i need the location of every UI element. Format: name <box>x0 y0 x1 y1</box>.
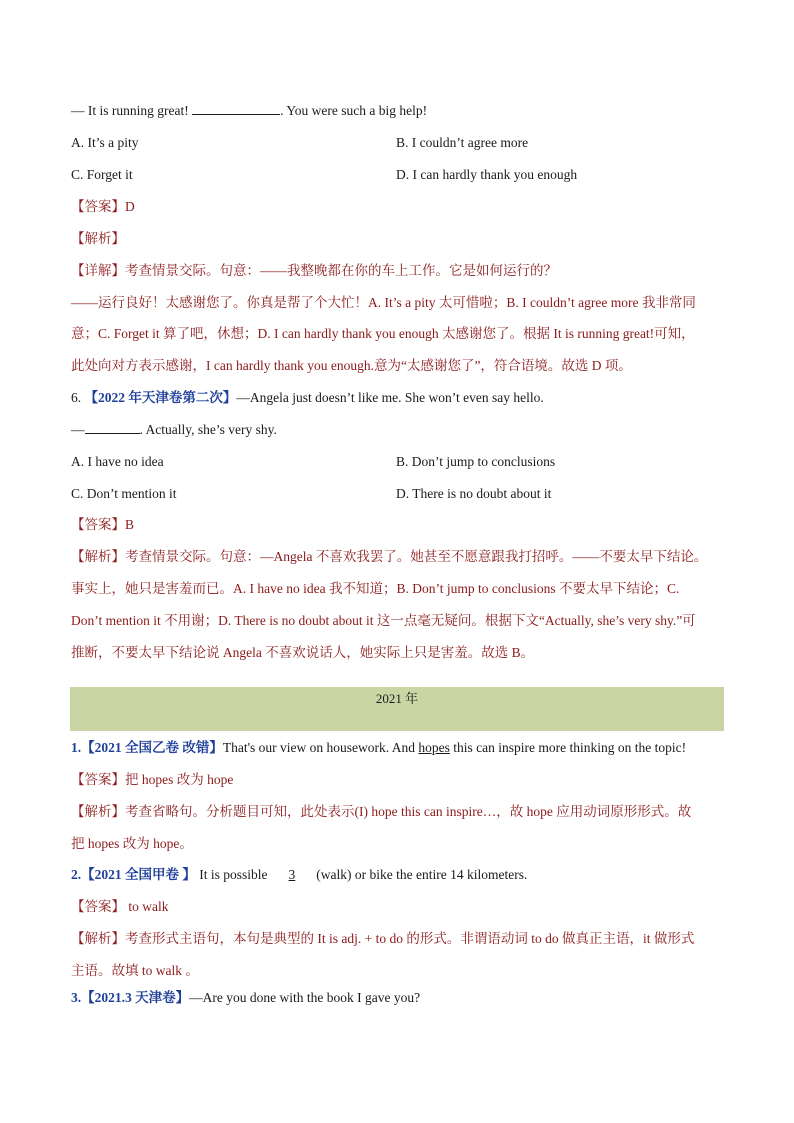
q5-detail-line-1: 【详解】考查情景交际。句意：——我整晚都在你的车上工作。它是如何运行的？ <box>71 263 557 278</box>
year-band-title: 2021 年 <box>375 691 419 706</box>
q2021-1-label: 1.【2021 全国乙卷 改错】 <box>71 740 223 755</box>
q2021-1-analysis-line-2: 把 hopes 改为 hope。 <box>71 836 193 851</box>
q5-detail-line-2: ——运行良好！太感谢您了。你真是帮了个大忙！A. It’s a pity 太可惜啦；B. I couldn’t agree more 我非常同 <box>71 295 696 310</box>
q2021-2-answer: 【答案】 to walk <box>71 899 169 914</box>
answer-blank <box>85 420 140 434</box>
q5-options-row-1 <box>71 133 734 153</box>
q2021-2-analysis-line-2: 主语。故填 to walk 。 <box>71 963 199 978</box>
q5-answer: 【答案】D <box>71 199 135 214</box>
option-c: C. Don’t mention it <box>71 486 177 501</box>
q2021-1-answer: 【答案】把 hopes 改为 hope <box>71 772 234 787</box>
underlined-word: hopes <box>418 740 450 755</box>
q6-analysis-line-1: 【解析】考查情景交际。句意：—Angela 不喜欢我罢了。她甚至不愿意跟我打招呼。——不要太早下结论。 <box>71 549 708 564</box>
q5-stem: — It is running great! . You were such a big help! <box>71 103 428 118</box>
q2021-2-stem: 2.【2021 全国甲卷 】 It is possible 3 (walk) or bike the entire 14 kilometers. <box>71 865 734 885</box>
option-a: A. It’s a pity <box>71 135 139 150</box>
q2021-2-analysis-line-1: 【解析】考查形式主语句，本句是典型的 It is adj. + to do 的形式。非谓语动词 to do 做真正主语，it 做形式 <box>71 931 695 946</box>
q5-detail-line-4: 此处向对方表示感谢，I can hardly thank you enough.意为“太感谢您了”，符合语境。故选 D 项。 <box>71 358 632 373</box>
q6-analysis-line-2: 事实上，她只是害羞而已。A. I have no idea 我不知道；B. Don’t jump to conclusions 不要太早下结论；C. <box>71 581 680 596</box>
q2021-1-analysis-line-1: 【解析】考查省略句。分析题目可知，此处表示(I) hope this can inspire…，故 hope 应用动词原形形式。故 <box>71 804 692 819</box>
q6-stem-line-1: 6. 【2022 年天津卷第二次】—Angela just doesn’t like me. She won’t even say hello. <box>71 390 544 405</box>
option-d: D. I can hardly thank you enough <box>396 167 578 182</box>
option-b: B. I couldn’t agree more <box>396 135 529 150</box>
q2021-3-stem: 3.【2021.3 天津卷】—Are you done with the book I gave you? <box>71 990 421 1005</box>
option-d: D. There is no doubt about it <box>396 486 552 501</box>
year-band <box>70 687 724 731</box>
q6-answer: 【答案】B <box>71 517 135 532</box>
q6-source: 【2022 年天津卷第二次】 <box>84 390 237 405</box>
option-b: B. Don’t jump to conclusions <box>396 454 556 469</box>
option-a: A. I have no idea <box>71 454 164 469</box>
answer-blank <box>192 101 280 115</box>
q6-options-row-1 <box>71 452 734 472</box>
q2021-3-label: 3.【2021.3 天津卷】 <box>71 990 190 1005</box>
numbered-blank: 3 <box>288 867 296 882</box>
q6-options-row-2 <box>71 484 734 504</box>
q5-options-row-2 <box>71 165 734 185</box>
q2021-1-stem: 1.【2021 全国乙卷 改错】That's our view on housework. And hopes this can inspire more thinking on the topic! <box>71 740 687 755</box>
q5-analysis-label: 【解析】 <box>71 231 125 246</box>
q6-stem-line-2: — . Actually, she’s very shy. <box>71 422 277 437</box>
option-c: C. Forget it <box>71 167 133 182</box>
q6-analysis-line-4: 推断，不要太早下结论说 Angela 不喜欢说话人，她实际上只是害羞。故选 B。 <box>71 645 535 660</box>
q6-analysis-line-3: Don’t mention it 不用谢；D. There is no doubt about it 这一点毫无疑问。根据下文“Actually, she’s very shy.”可 <box>71 613 696 628</box>
q2021-2-label: 2.【2021 全国甲卷 】 <box>71 867 196 882</box>
q5-detail-line-3: 意；C. Forget it 算了吧，休想；D. I can hardly thank you enough 太感谢您了。根据 It is running great!可知， <box>71 326 695 341</box>
